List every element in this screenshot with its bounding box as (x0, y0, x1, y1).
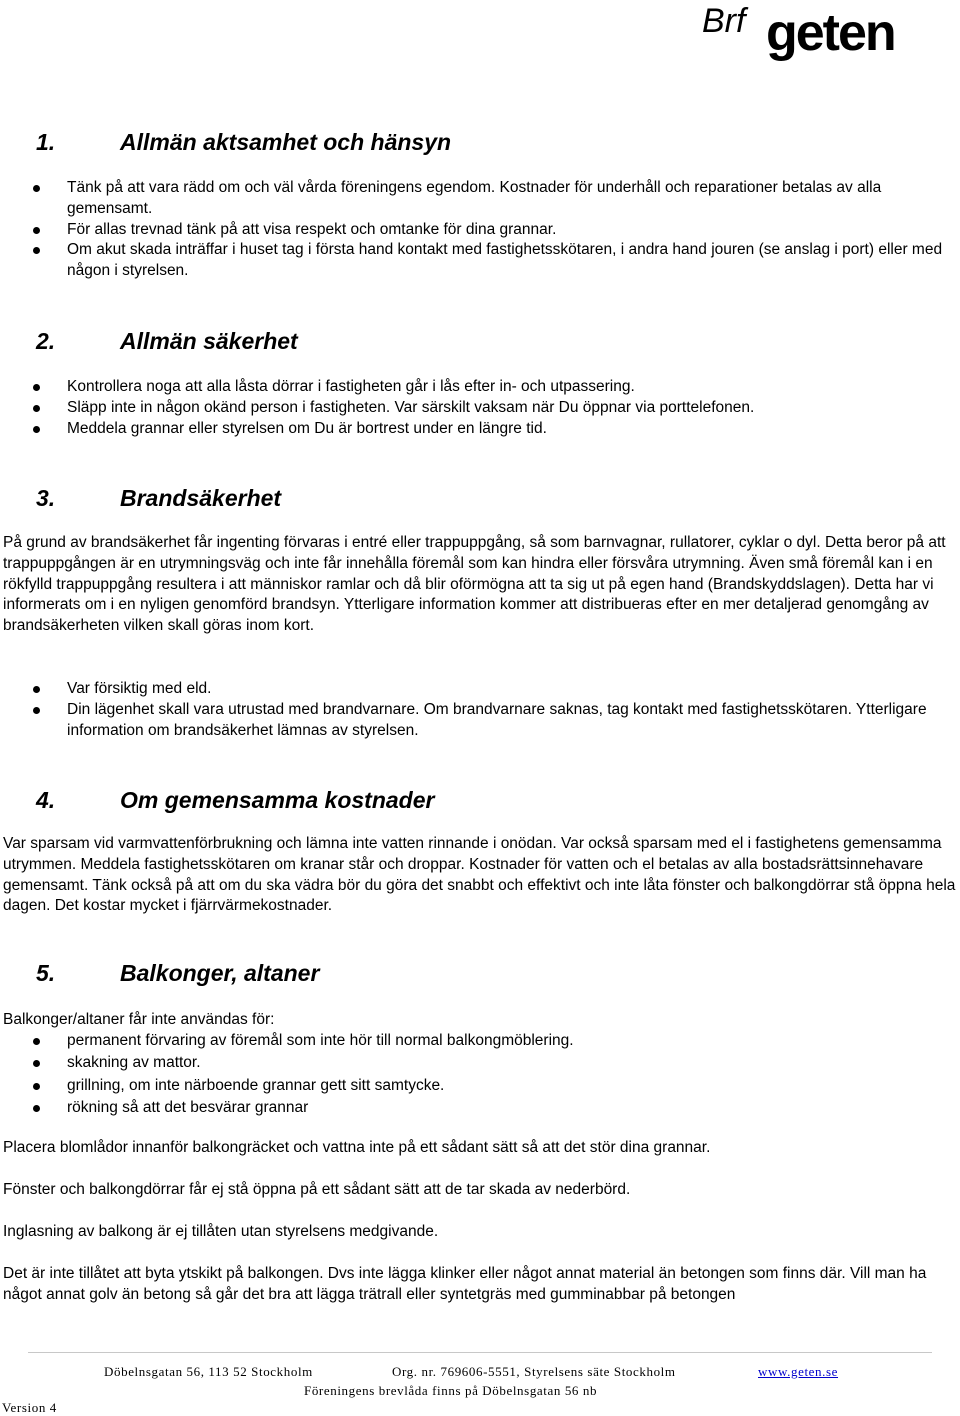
section-number: 1. (36, 129, 56, 155)
section-3-paragraph: På grund av brandsäkerhet får ingenting förvaras i entré eller trappuppgång, så som barnvagnar, rullatorer, cyklar o dyl. Detta beror på att trappuppgången är en utrymningsväg och inte får innehålla föremål som kan hindra eller försvåra utrymning. Även små föremål kan i en rökfylld trappuppgång resultera i att människor ramlar och då blir oförmögna att ta sig ut på egen hand (Brandskyddslagen). Detta har vi informerats om i en nyligen genomförd brandsyn. Ytterligare information kommer att distribueras efter en mer detaljerad genomgång av brandsäkerheten vilken skall göras inom kort. (3, 534, 946, 635)
section-number: 2. (36, 328, 56, 354)
bullet-icon (33, 1060, 40, 1067)
footer-org: Org. nr. 769606-5551, Styrelsens säte Stockholm (392, 1364, 676, 1379)
section-2-heading (36, 326, 298, 356)
list-item: permanent förvaring av föremål som inte hör till normal balkongmöblering. (0, 1031, 957, 1052)
section-5-heading (36, 958, 319, 988)
section-5-list (0, 1031, 957, 1119)
footer-divider (28, 1352, 932, 1353)
section-5-intro: Balkonger/altaner får inte användas för: (3, 1011, 275, 1028)
footer-website-wrap[interactable] (758, 1364, 838, 1380)
logo-geten-text: geten (766, 4, 895, 62)
bullet-icon (33, 426, 40, 433)
footer-version: Version 4 (2, 1400, 57, 1415)
list-item: Meddela grannar eller styrelsen om Du är bortrest under en längre tid. (0, 419, 957, 440)
bullet-icon (33, 686, 40, 693)
list-item: Var försiktig med eld. (0, 679, 957, 700)
bullet-icon (33, 227, 40, 234)
footer-website-link[interactable]: www.geten.se (758, 1364, 839, 1379)
section-1-heading (36, 127, 451, 157)
list-item: rökning så att det besvärar grannar (0, 1098, 957, 1119)
bullet-icon (33, 1083, 40, 1090)
logo-brf-text: Brf (702, 2, 746, 40)
section-number: 3. (36, 485, 56, 511)
section-title: Allmän säkerhet (120, 328, 298, 354)
bullet-icon (33, 384, 40, 391)
section-number: 5. (36, 960, 56, 986)
footer-mailbox: Föreningens brevlåda finns på Döbelnsgatan 56 nb (304, 1383, 598, 1398)
logo-graphic (700, 0, 930, 70)
brf-geten-logo (700, 0, 930, 70)
section-5-paragraph: Inglasning av balkong är ej tillåten utan styrelsens medgivande. (3, 1223, 439, 1240)
list-item: Om akut skada inträffar i huset tag i första hand kontakt med fastighetsskötaren, i andra hand jouren (se anslag i port) eller med någon i styrelsen. (0, 240, 957, 282)
list-item: grillning, om inte närboende grannar gett sitt samtycke. (0, 1076, 957, 1097)
bullet-icon (33, 185, 40, 192)
section-3-heading (36, 483, 281, 513)
section-4-paragraph: Var sparsam vid varmvattenförbrukning och lämna inte vatten rinnande i onödan. Var också sparsam med el i fastighetens gemensamma utrymmen. Meddela fastighetsskötaren om kranar står och droppar. Kostnader för vatten och el betalas av alla bostadsrättsinnehavare gemensamt. Tänk också på att om du ska vädra bör du göra det snabbt och effektivt och inte låta fönster och balkongdörrar stå öppna hela dagen. Det kostar mycket i fjärrvärmekostnader. (3, 835, 956, 915)
footer-address: Döbelnsgatan 56, 113 52 Stockholm (104, 1364, 313, 1379)
list-item: Tänk på att vara rädd om och väl vårda föreningens egendom. Kostnader för underhåll och reparationer betalas av alla gemensamt. (0, 178, 957, 220)
section-title: Om gemensamma kostnader (120, 787, 435, 813)
list-item: Din lägenhet skall vara utrustad med brandvarnare. Om brandvarnare saknas, tag kontakt med fastighetsskötaren. Ytterligare information om brandsäkerhet lämnas av styrelsen. (0, 700, 957, 742)
section-5-paragraph: Placera blomlådor innanför balkongräcket och vattna inte på ett sådant sätt så att det stör dina grannar. (3, 1139, 711, 1156)
bullet-icon (33, 405, 40, 412)
list-item: Kontrollera noga att alla låsta dörrar i fastigheten går i lås efter in- och utpassering. (0, 377, 957, 398)
section-3-list (0, 679, 957, 741)
section-4-heading (36, 785, 434, 815)
section-number: 4. (36, 787, 56, 813)
section-1-list (0, 178, 957, 282)
bullet-icon (33, 1105, 40, 1112)
section-2-list (0, 377, 957, 439)
list-item: Släpp inte in någon okänd person i fastigheten. Var särskilt vaksam när Du öppnar via porttelefonen. (0, 398, 957, 419)
section-title: Allmän aktsamhet och hänsyn (120, 129, 452, 155)
bullet-icon (33, 707, 40, 714)
list-item: skakning av mattor. (0, 1053, 957, 1074)
list-item: För allas trevnad tänk på att visa respekt och omtanke för dina grannar. (0, 220, 957, 241)
section-title: Brandsäkerhet (120, 485, 282, 511)
section-5-paragraph: Fönster och balkongdörrar får ej stå öppna på ett sådant sätt att de tar skada av nederbörd. (3, 1181, 631, 1198)
bullet-icon (33, 1038, 40, 1045)
bullet-icon (33, 247, 40, 254)
section-5-paragraph: Det är inte tillåtet att byta ytskikt på balkongen. Dvs inte lägga klinker eller något annat material än betongen som finns där. Vill man ha något annat golv än betong så går det bra att lägga trätrall eller syntetgräs med gumminabbar på betongen (3, 1265, 927, 1303)
section-title: Balkonger, altaner (120, 960, 320, 986)
